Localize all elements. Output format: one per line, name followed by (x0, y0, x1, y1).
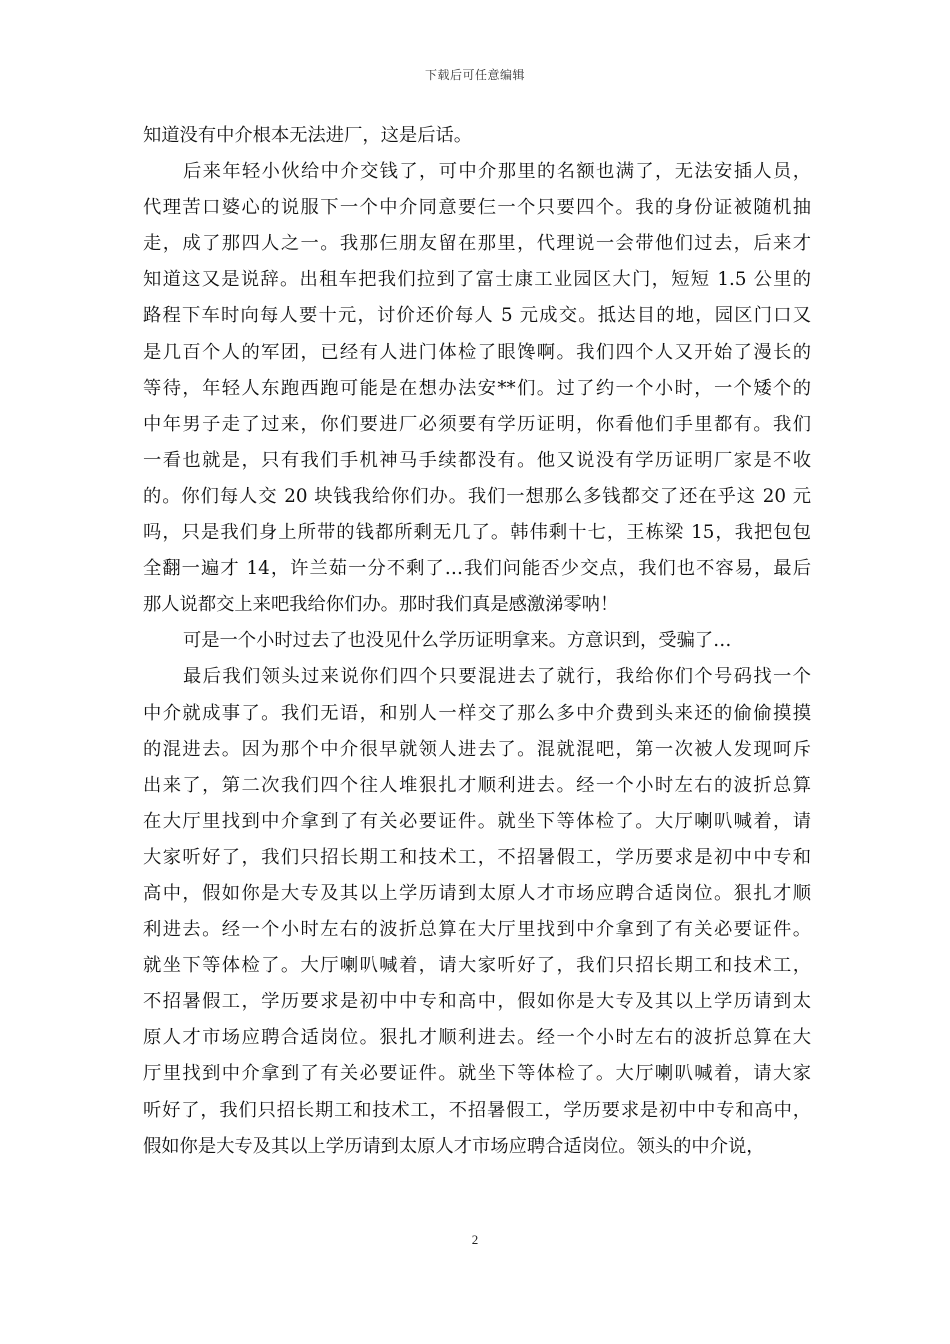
text-line: 听好了，我们只招长期工和技术工，不招暑假工，学历要求是初中中专和高中， (143, 1099, 811, 1121)
text-line: 等待，年轻人东跑西跑可能是在想办法安**们。过了约一个小时，一个矮个的 (143, 377, 811, 399)
page-number: 2 (471, 1232, 479, 1247)
text-line: 在大厅里找到中介拿到了有关必要证件。就坐下等体检了。大厅喇叭喊着，请 (143, 810, 811, 832)
text-line: 利进去。经一个小时左右的波折总算在大厅里找到中介拿到了有关必要证件。 (143, 919, 811, 941)
text-line: 路程下车时向每人要十元，讨价还价每人 5 元成交。抵达目的地，园区门口又 (143, 305, 811, 327)
text-line: 厅里找到中介拿到了有关必要证件。就坐下等体检了。大厅喇叭喊着，请大家 (143, 1063, 811, 1085)
page-header: 下载后可任意编辑 (424, 68, 525, 82)
text-line: 就坐下等体检了。大厅喇叭喊着，请大家听好了，我们只招长期工和技术工， (143, 955, 811, 977)
text-line: 那人说都交上来吧我给你们办。那时我们真是感激涕零呐！ (143, 594, 619, 616)
text-line: 出来了，第二次我们四个往人堆狠扎才顺利进去。经一个小时左右的波折总算 (143, 774, 811, 796)
paragraph-first-line: 可是一个小时过去了也没见什么学历证明拿来。方意识到，受骗了… (183, 630, 732, 652)
text-line: 原人才市场应聘合适岗位。狠扎才顺利进去。经一个小时左右的波折总算在大 (143, 1027, 811, 1049)
text-line: 高中，假如你是大专及其以上学历请到太原人才市场应聘合适岗位。狠扎才顺 (143, 882, 811, 904)
text-line: 知道没有中介根本无法进厂，这是后话。 (143, 125, 473, 146)
document-body (143, 118, 811, 1165)
paragraph-first-line: 后来年轻小伙给中介交钱了，可中介那里的名额也满了，无法安插人员， (183, 161, 811, 183)
text-line: 知道这又是说辞。出租车把我们拉到了富士康工业园区大门，短短 1.5 公里的 (143, 269, 811, 291)
text-line: 大家听好了，我们只招长期工和技术工，不招暑假工，学历要求是初中中专和 (143, 846, 811, 868)
text-line: 代理苦口婆心的说服下一个中介同意要仨一个只要四个。我的身份证被随机抽 (143, 197, 811, 219)
text-line: 全翻一遍才 14，许兰茹一分不剩了…我们问能否少交点，我们也不容易，最后 (143, 558, 811, 580)
text-line: 的混进去。因为那个中介很早就领人进去了。混就混吧，第一次被人发现呵斥 (143, 738, 811, 760)
paragraph-first-line: 最后我们领头过来说你们四个只要混进去了就行，我给你们个号码找一个 (183, 666, 811, 688)
text-line: 一看也就是，只有我们手机神马手续都没有。他又说没有学历证明厂家是不收 (143, 449, 811, 471)
text-line: 是几百个人的军团，已经有人进门体检了眼馋啊。我们四个人又开始了漫长的 (143, 341, 811, 363)
text-line: 假如你是大专及其以上学历请到太原人才市场应聘合适岗位。领头的中介说， (143, 1135, 765, 1157)
text-line: 不招暑假工，学历要求是初中中专和高中，假如你是大专及其以上学历请到太 (143, 991, 811, 1013)
text-line: 吗，只是我们身上所带的钱都所剩无几了。韩伟剩十七，王栋梁 15，我把包包 (143, 522, 811, 544)
text-line: 中年男子走了过来，你们要进厂必须要有学历证明，你看他们手里都有。我们 (143, 413, 811, 435)
text-line: 的。你们每人交 20 块钱我给你们办。我们一想那么多钱都交了还在乎这 20 元 (143, 485, 811, 507)
text-line: 中介就成事了。我们无语，和别人一样交了那么多中介费到头来还的偷偷摸摸 (143, 702, 811, 724)
text-line: 走，成了那四人之一。我那仨朋友留在那里，代理说一会带他们过去，后来才 (143, 233, 811, 255)
